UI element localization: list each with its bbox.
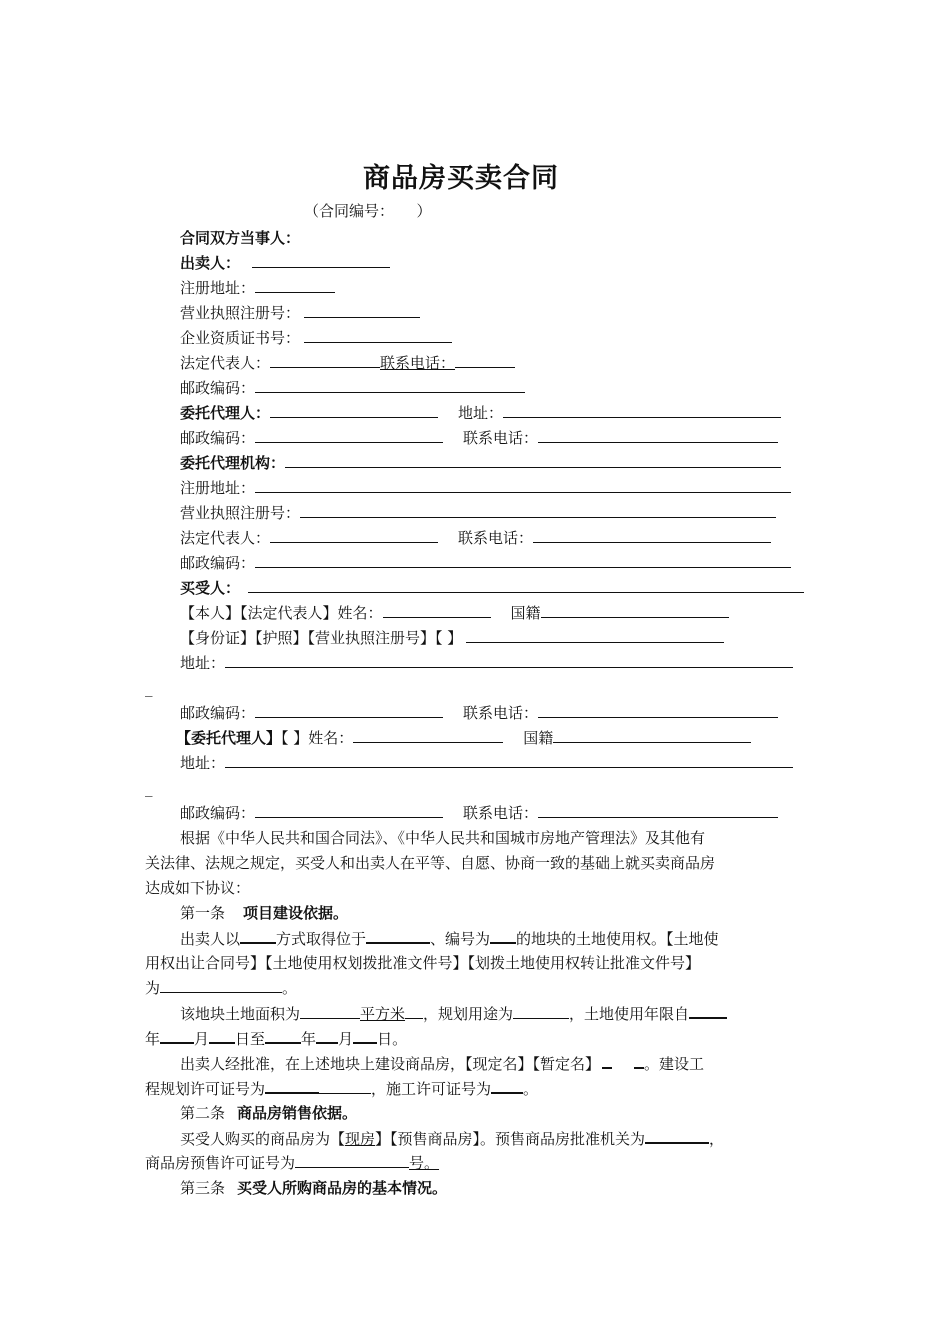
agency-reg-address-line xyxy=(180,478,791,498)
article-3-title: 买受人所购商品房的基本情况。 xyxy=(237,1179,448,1197)
buyer-address-label: 地址： xyxy=(180,654,226,672)
text-segment: 日至 xyxy=(235,1030,266,1048)
text-segment: 为 xyxy=(145,979,161,997)
seller-line xyxy=(180,253,390,273)
text-segment: 】【预售商品房】。预售商品房批准机关为 xyxy=(375,1130,646,1148)
text-segment: 的地块的土地使用权。【土地使 xyxy=(516,930,719,948)
text-segment: ，施工许可证号为 xyxy=(371,1080,492,1098)
buyer-name-line xyxy=(180,603,729,623)
construction-permit-blank[interactable] xyxy=(491,1078,523,1094)
start-month-blank[interactable] xyxy=(160,1028,194,1044)
agency-legal-rep-label: 法定代表人： xyxy=(180,529,271,547)
seller-reg-address-line xyxy=(180,278,335,298)
end-year-blank[interactable] xyxy=(265,1028,301,1044)
buyer-phone-label: 联系电话： xyxy=(463,704,539,722)
seller-postcode-line xyxy=(180,378,525,398)
buyer-nationality-label: 国籍 xyxy=(510,604,541,622)
location-blank[interactable] xyxy=(366,928,430,944)
text-segment: 出卖人以 xyxy=(180,930,241,948)
text-segment: 。 xyxy=(282,979,298,997)
agency-phone-label: 联系电话： xyxy=(458,529,534,547)
parties-heading: 合同双方当事人： xyxy=(180,229,301,247)
buyer-agent-line xyxy=(176,728,751,748)
buyer-agent-phone-label: 联系电话： xyxy=(463,804,539,822)
article-1-para-1-line-2: 用权出让合同号】【土地使用权划拨批准文件号】【划拨土地使用权转让批准文件号】 xyxy=(145,954,701,972)
text-segment: 买受人购买的商品房为【 xyxy=(180,1130,346,1148)
intro-line-2: 关法律、法规之规定，买受人和出卖人在平等、自愿、协商一致的基础上就买卖商品房 xyxy=(145,854,716,872)
agency-line xyxy=(180,453,781,473)
stray-underscore-1: _ xyxy=(145,679,153,697)
text-segment: 程规划许可证号为 xyxy=(145,1080,266,1098)
agent-phone-blank[interactable] xyxy=(538,428,778,443)
text-segment: 、编号为 xyxy=(430,930,491,948)
start-year-blank[interactable] xyxy=(689,1003,727,1019)
buyer-agent-name-blank[interactable] xyxy=(353,728,503,743)
buyer-phone-blank[interactable] xyxy=(538,703,778,718)
end-day-blank[interactable] xyxy=(353,1028,377,1044)
agency-postcode-blank[interactable] xyxy=(255,553,791,568)
buyer-name-options: 【本人】【法定代表人】姓名： xyxy=(180,604,383,622)
agency-legal-rep-line xyxy=(180,528,771,548)
buyer-agent-options: 【委托代理人】 xyxy=(176,729,282,747)
agent-postcode-label: 邮政编码： xyxy=(180,429,256,447)
text-segment: ， xyxy=(709,1130,725,1148)
agency-license-line xyxy=(180,503,776,523)
buyer-id-options: 【身份证】【护照】【营业执照注册号】【 】 xyxy=(180,629,463,647)
article-2-heading xyxy=(180,1103,357,1123)
presale-permit-blank[interactable] xyxy=(295,1153,409,1168)
text-segment: 年 xyxy=(145,1030,161,1048)
buyer-agent-nationality-blank[interactable] xyxy=(553,728,751,743)
acquire-method-blank[interactable] xyxy=(240,928,276,944)
buyer-postcode-label: 邮政编码： xyxy=(180,704,256,722)
article-3-heading xyxy=(180,1178,447,1198)
license-label: 营业执照注册号： xyxy=(180,304,301,322)
contract-number-blank[interactable] xyxy=(160,978,282,993)
seller-qualification-blank[interactable] xyxy=(304,328,452,343)
intro-line-3: 达成如下协议： xyxy=(145,879,251,897)
text-segment: ，土地使用年限自 xyxy=(569,1005,690,1023)
existing-house-option[interactable]: 现房 xyxy=(345,1130,376,1148)
planning-permit-blank[interactable] xyxy=(265,1078,319,1094)
text-segment: 该地块土地面积为 xyxy=(180,1005,301,1023)
presale-authority-blank[interactable] xyxy=(645,1128,709,1144)
agency-postcode-label: 邮政编码： xyxy=(180,554,256,572)
text-segment: 商品房预售许可证号为 xyxy=(145,1154,296,1172)
text-segment: 月 xyxy=(194,1030,210,1048)
seller-license-line xyxy=(180,303,420,323)
buyer-id-blank[interactable] xyxy=(466,628,724,643)
agency-reg-address-label: 注册地址： xyxy=(180,479,256,497)
seller-phone-blank[interactable] xyxy=(455,353,515,368)
article-1-para-1-line-3 xyxy=(145,978,297,998)
article-2-para-line-1 xyxy=(180,1128,724,1149)
agent-address-label: 地址： xyxy=(458,404,504,422)
text-segment: 月 xyxy=(338,1030,354,1048)
reg-address-label: 注册地址： xyxy=(180,279,256,297)
text-segment: ，规划用途为 xyxy=(423,1005,514,1023)
buyer-postcode-line xyxy=(180,703,778,723)
buyer-label: 买受人： xyxy=(180,579,241,597)
buyer-agent-address-blank[interactable] xyxy=(225,753,793,768)
buyer-agent-address-line xyxy=(180,753,793,773)
article-2-number: 第二条 xyxy=(180,1104,226,1122)
end-month-blank[interactable] xyxy=(316,1028,338,1044)
agent-phone-label: 联系电话： xyxy=(463,429,539,447)
agency-license-blank[interactable] xyxy=(300,503,776,518)
land-area-tail-blank[interactable] xyxy=(405,1004,423,1019)
phone-label: 联系电话： xyxy=(380,354,456,372)
agency-label: 委托代理机构： xyxy=(180,454,286,472)
seller-postcode-blank[interactable] xyxy=(255,378,525,393)
planning-permit-tail-blank[interactable] xyxy=(319,1079,371,1094)
text-segment: 年 xyxy=(301,1030,317,1048)
buyer-id-line xyxy=(180,628,724,648)
seller-qualification-line xyxy=(180,328,452,348)
start-day-blank[interactable] xyxy=(209,1028,235,1044)
stray-underscore-2: _ xyxy=(145,779,153,797)
agent-line xyxy=(180,403,781,423)
buyer-name-blank[interactable] xyxy=(383,603,491,618)
intro-line-1: 根据《中华人民共和国合同法》、《中华人民共和国城市房地产管理法》及其他有 xyxy=(180,829,706,847)
agency-reg-address-blank[interactable] xyxy=(255,478,791,493)
buyer-nationality-blank[interactable] xyxy=(541,603,729,618)
agent-postcode-line xyxy=(180,428,778,448)
project-name-blank-a[interactable] xyxy=(602,1053,612,1069)
legal-rep-label: 法定代表人： xyxy=(180,354,271,372)
plot-number-blank[interactable] xyxy=(490,928,516,944)
agent-address-blank[interactable] xyxy=(503,403,781,418)
area-unit: 平方米 xyxy=(360,1005,406,1023)
seller-license-blank[interactable] xyxy=(304,303,420,318)
seller-blank[interactable] xyxy=(252,253,390,268)
buyer-address-line xyxy=(180,653,793,673)
project-name-blank-b[interactable] xyxy=(634,1053,644,1069)
article-1-title: 项目建设依据。 xyxy=(243,904,349,922)
buyer-agent-name-label: 【 】姓名： xyxy=(281,729,354,747)
text-segment: 号。 xyxy=(409,1154,440,1172)
agency-postcode-line xyxy=(180,553,791,573)
seller-legal-rep-line xyxy=(180,353,515,373)
text-segment: 方式取得位于 xyxy=(276,930,367,948)
agency-phone-blank[interactable] xyxy=(533,528,771,543)
agent-label: 委托代理人： xyxy=(180,404,271,422)
contract-number: （合同编号： ） xyxy=(304,202,432,220)
buyer-postcode-blank[interactable] xyxy=(255,703,443,718)
buyer-agent-address-label: 地址： xyxy=(180,754,226,772)
qualification-label: 企业资质证书号： xyxy=(180,329,301,347)
buyer-agent-nationality-label: 国籍 xyxy=(523,729,554,747)
buyer-line xyxy=(180,578,804,598)
seller-legal-rep-blank[interactable] xyxy=(270,353,380,368)
land-area-blank[interactable] xyxy=(300,1004,360,1019)
document-title: 商品房买卖合同 xyxy=(363,163,559,194)
article-1-number: 第一条 xyxy=(180,904,226,922)
article-1-para-3-line-1 xyxy=(180,1053,704,1074)
article-1-para-2-line-1 xyxy=(180,1003,727,1024)
agency-legal-rep-blank[interactable] xyxy=(270,528,438,543)
buyer-address-blank[interactable] xyxy=(225,653,793,668)
text-segment: 。 xyxy=(523,1080,539,1098)
agency-blank[interactable] xyxy=(285,453,781,468)
buyer-agent-postcode-label: 邮政编码： xyxy=(180,804,256,822)
article-3-number: 第三条 xyxy=(180,1179,226,1197)
text-segment: 。建设工 xyxy=(644,1055,705,1073)
postcode-label: 邮政编码： xyxy=(180,379,256,397)
buyer-agent-postcode-line xyxy=(180,803,778,823)
article-2-title: 商品房销售依据。 xyxy=(237,1104,358,1122)
buyer-agent-postcode-blank[interactable] xyxy=(255,803,443,818)
agent-blank[interactable] xyxy=(270,403,438,418)
seller-reg-address-blank[interactable] xyxy=(255,278,335,293)
article-2-para-line-2 xyxy=(145,1153,439,1173)
text-segment: 日。 xyxy=(377,1030,408,1048)
article-1-heading xyxy=(180,903,348,923)
buyer-agent-phone-blank[interactable] xyxy=(538,803,778,818)
buyer-blank[interactable] xyxy=(248,578,804,593)
article-1-para-2-line-2 xyxy=(145,1028,407,1049)
article-1-para-1-line-1 xyxy=(180,928,719,949)
article-1-para-3-line-2 xyxy=(145,1078,538,1099)
land-use-blank[interactable] xyxy=(513,1004,569,1019)
text-segment: 出卖人经批准，在上述地块上建设商品房，【现定名】【暂定名】 xyxy=(180,1055,601,1073)
agency-license-label: 营业执照注册号： xyxy=(180,504,301,522)
seller-label: 出卖人： xyxy=(180,254,241,272)
agent-postcode-blank[interactable] xyxy=(255,428,443,443)
